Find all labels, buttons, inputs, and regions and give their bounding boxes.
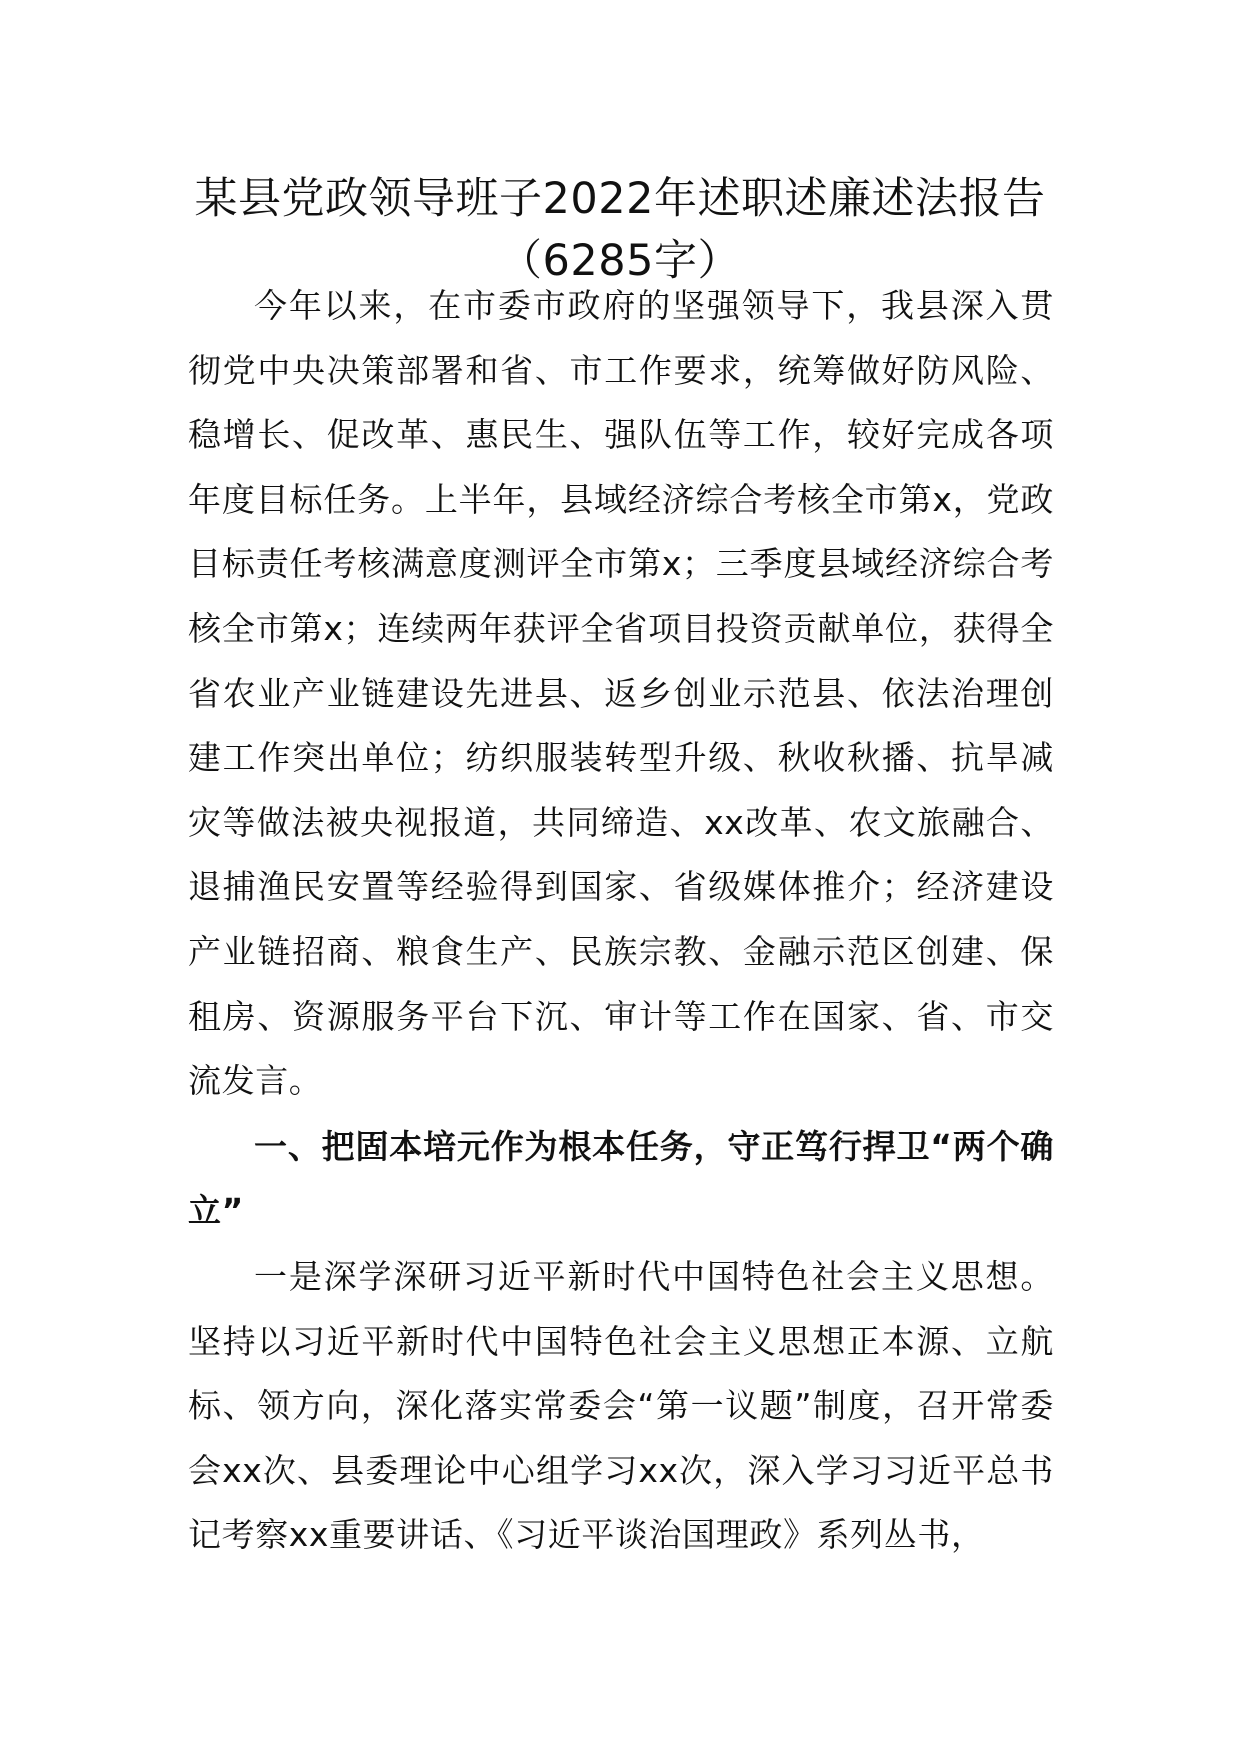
section-1-paragraph-1: 一是深学深研习近平新时代中国特色社会主义思想。坚持以习近平新时代中国特色社会主义思想正本源、立航标、领方向，深化落实常委会“第一议题”制度，召开常委会xx次、县委理论中心组学习xx次，深入学习习近平总书记考察xx重要讲话、《习近平谈治国理政》系列丛书， xyxy=(188,1256,1054,1555)
section-heading-1: 一、把固本培元作为根本任务，守正笃行捍卫“两个确立” xyxy=(188,1126,1054,1231)
document-title: 某县党政领导班子2022年述职述廉述法报告（6285字） xyxy=(194,174,1046,286)
document-body xyxy=(188,274,1054,1569)
intro-paragraph: 今年以来，在市委市政府的坚强领导下，我县深入贯彻党中央决策部署和省、市工作要求，统筹做好防风险、稳增长、促改革、惠民生、强队伍等工作，较好完成各项年度目标任务。上半年，县域经济综合考核全市第x，党政目标责任考核满意度测评全市第x；三季度县域经济综合考核全市第x；连续两年获评全省项目投资贡献单位，获得全省农业产业链建设先进县、返乡创业示范县、依法治理创建工作突出单位；纺织服装转型升级、秋收秋播、抗旱减灾等做法被央视报道，共同缔造、xx改革、农文旅融合、退捕渔民安置等经验得到国家、省级媒体推介；经济建设产业链招商、粮食生产、民族宗教、金融示范区创建、保租房、资源服务平台下沉、审计等工作在国家、省、市交流发言。 xyxy=(188,286,1054,1101)
